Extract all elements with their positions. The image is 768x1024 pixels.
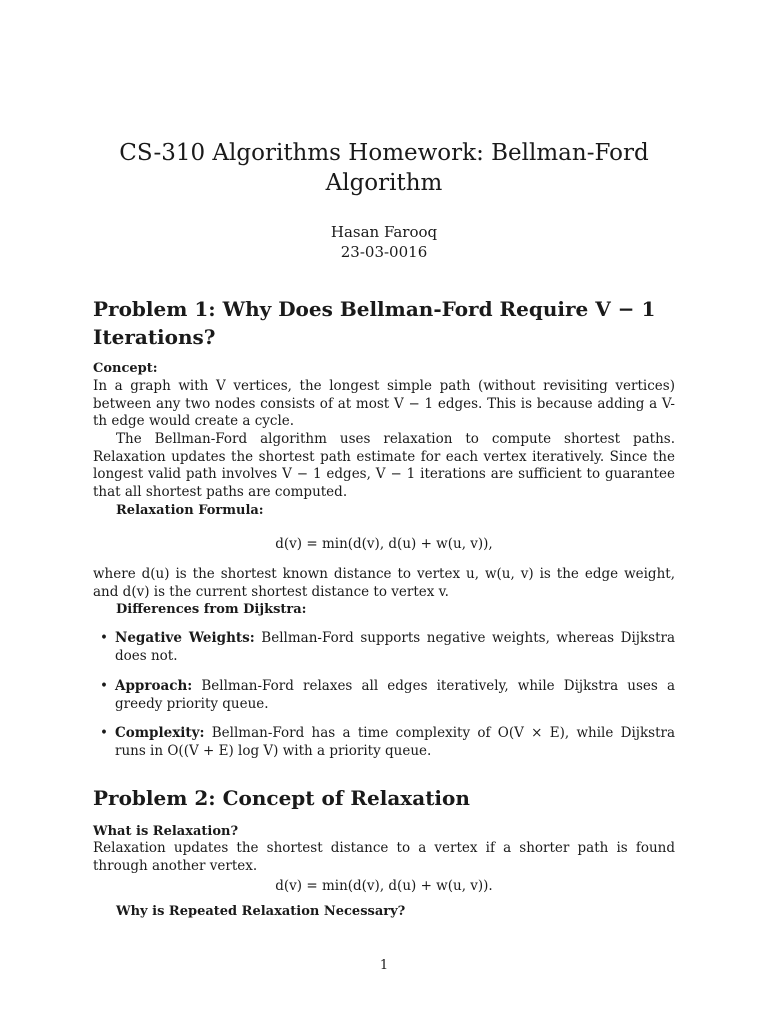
concept-paragraph-1: In a graph with V vertices, the longest simple path (without revisiting vertices) between any two nodes consists of at most V − 1 edges. This is because adding a V-th edge would create a cycle. bbox=[93, 378, 675, 429]
bullet-icon: • bbox=[100, 630, 108, 646]
concept-label: Concept: bbox=[93, 361, 158, 376]
what-is-relaxation-label: What is Relaxation? bbox=[93, 824, 239, 839]
bullet-label: Negative Weights: bbox=[115, 630, 255, 646]
problem1-heading: Problem 1: Why Does Bellman-Ford Require V − 1 Iterations? bbox=[93, 297, 656, 349]
relaxation-definition: Relaxation updates the shortest distance to a vertex if a shorter path is found through another vertex. bbox=[93, 840, 675, 874]
bullet-text: Bellman-Ford has a time complexity of O(V × E), while Dijkstra runs in O((V + E) log V) with a priority queue. bbox=[115, 725, 675, 759]
problem2-heading: Problem 2: Concept of Relaxation bbox=[93, 786, 470, 810]
bullet-complexity bbox=[100, 725, 675, 760]
formula-explanation: where d(u) is the shortest known distance to vertex u, w(u, v) is the edge weight, and d(v) is the current shortest distance to vertex v. bbox=[93, 566, 675, 600]
relaxation-formula: d(v) = min(d(v), d(u) + w(u, v)), bbox=[275, 536, 493, 552]
bullet-icon: • bbox=[100, 725, 108, 741]
repeated-relaxation-label: Why is Repeated Relaxation Necessary? bbox=[116, 904, 406, 919]
bullet-label: Approach: bbox=[115, 678, 193, 694]
bullet-negative-weights bbox=[100, 630, 675, 665]
bullet-text: Bellman-Ford relaxes all edges iteratively, while Dijkstra uses a greedy priority queue. bbox=[115, 678, 675, 712]
dijkstra-differences-label: Differences from Dijkstra: bbox=[116, 602, 307, 617]
document-date: 23-03-0016 bbox=[340, 243, 428, 261]
concept-paragraph-2: The Bellman-Ford algorithm uses relaxation to compute shortest paths. Relaxation updates the shortest path estimate for each vertex iteratively. Since the longest valid path involves V − 1 edges, V − 1 iterations are sufficient to guarantee that all shortest paths are computed. bbox=[93, 431, 675, 500]
bullet-label: Complexity: bbox=[115, 725, 205, 741]
author-name: Hasan Farooq bbox=[330, 223, 438, 241]
bullet-icon: • bbox=[100, 678, 108, 694]
relaxation-formula-label: Relaxation Formula: bbox=[116, 503, 264, 518]
bullet-approach bbox=[100, 678, 675, 713]
document-title: CS-310 Algorithms Homework: Bellman-Ford Algorithm bbox=[119, 140, 649, 196]
bullet-text: Bellman-Ford supports negative weights, whereas Dijkstra does not. bbox=[115, 630, 675, 664]
relaxation-formula-2: d(v) = min(d(v), d(u) + w(u, v)). bbox=[275, 878, 493, 894]
page-number: 1 bbox=[379, 958, 389, 973]
